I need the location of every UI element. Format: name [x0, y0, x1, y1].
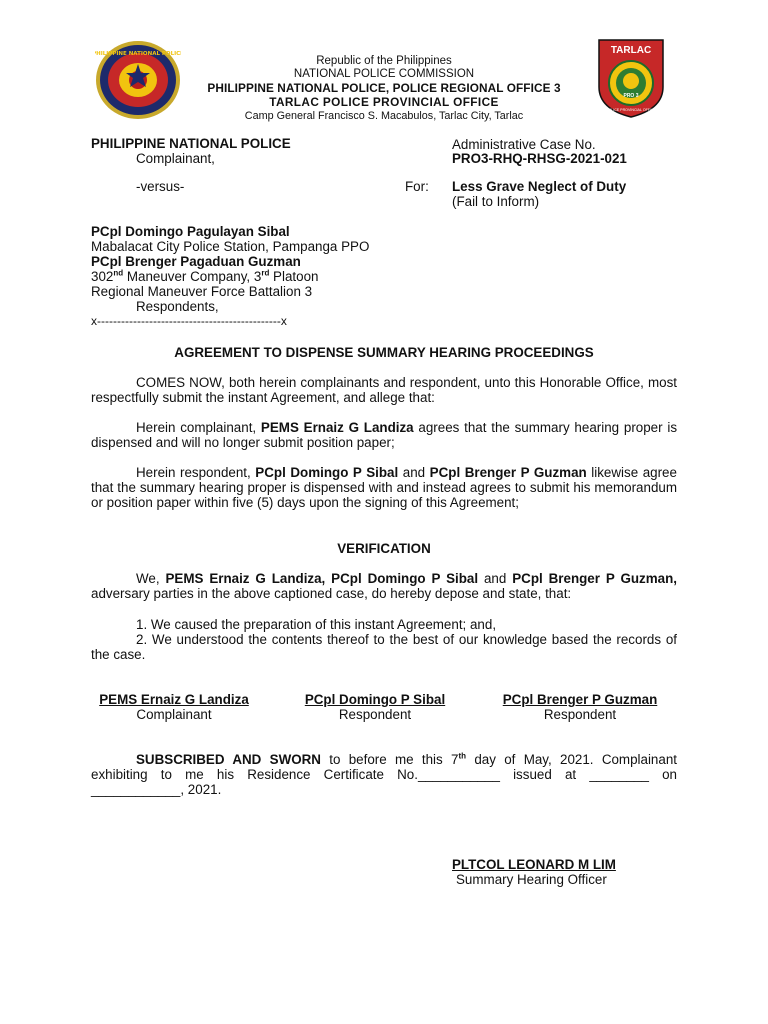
- document-title: AGREEMENT TO DISPENSE SUMMARY HEARING PROCEEDINGS: [174, 345, 594, 360]
- complainant-name: PHILIPPINE NATIONAL POLICE: [91, 136, 291, 151]
- signatory-complainant: [84, 692, 264, 723]
- pnp-pro3-line: PHILIPPINE NATIONAL POLICE, POLICE REGIONAL OFFICE 3: [207, 81, 561, 95]
- for-label: For:: [405, 179, 429, 194]
- verification-item-1: 1. We caused the preparation of this instant Agreement; and,: [136, 617, 497, 632]
- signatory-role: Respondent: [338, 707, 412, 722]
- svg-text:PRO 3: PRO 3: [623, 93, 639, 99]
- signatory-name: PCpl Brenger P Guzman: [502, 692, 658, 707]
- complainant-role: Complainant,: [136, 151, 215, 166]
- tppo-line: TARLAC POLICE PROVINCIAL OFFICE: [269, 95, 499, 109]
- verification-paragraph: We, PEMS Ernaiz G Landiza, PCpl Domingo P Sibal and PCpl Brenger P Guzman, adversary parties in the above captioned case, do hereby depose and state, that:: [91, 571, 677, 602]
- respondents-role: Respondents,: [136, 299, 219, 314]
- paragraph-respondent: Herein respondent, PCpl Domingo P Sibal and PCpl Brenger P Guzman likewise agree that the summary hearing proper is dispensed with and instead agrees to submit his memorandum or position paper within five (5) days upon the signing of this Agreement;: [91, 465, 677, 511]
- address-line: Camp General Francisco S. Macabulos, Tarlac City, Tarlac: [244, 110, 524, 122]
- napolcom-line: NATIONAL POLICE COMMISSION: [293, 68, 475, 80]
- svg-text:PHILIPPINE NATIONAL POLICE: PHILIPPINE NATIONAL POLICE: [95, 51, 181, 57]
- signatory-respondent-1: [285, 692, 465, 723]
- paragraph-comes-now: COMES NOW, both herein complainants and respondent, unto this Honorable Office, most respectfully submit the instant Agreement, and allege that:: [91, 375, 677, 406]
- signatory-role: Respondent: [543, 707, 617, 722]
- respondent2-unit-a: 302nd Maneuver Company, 3rd Platoon: [91, 268, 319, 284]
- signatory-name: PCpl Domingo P Sibal: [304, 692, 446, 707]
- paragraph-complainant: Herein complainant, PEMS Ernaiz G Landiza agrees that the summary hearing proper is dispensed and will no longer submit position paper;: [91, 420, 678, 451]
- svg-text:TARLAC: TARLAC: [610, 45, 652, 56]
- republic-line: Republic of the Philippines: [316, 55, 452, 67]
- tarlac-ppo-logo: [596, 37, 666, 119]
- verification-item-2: 2. We understood the contents thereof to the best of our knowledge based the records of the case.: [91, 632, 677, 663]
- respondent1-unit: Mabalacat City Police Station, Pampanga PPO: [91, 239, 370, 254]
- hearing-officer-block: [452, 857, 682, 888]
- officer-title: Summary Hearing Officer: [456, 872, 607, 887]
- officer-name: PLTCOL LEONARD M LIM: [452, 857, 616, 872]
- respondent2-unit-b: Regional Maneuver Force Battalion 3: [91, 284, 313, 299]
- case-label: Administrative Case No.: [452, 137, 596, 152]
- case-number: PRO3-RHQ-RHSG-2021-021: [452, 151, 627, 166]
- signatory-role: Complainant: [136, 707, 212, 722]
- signatory-name: PEMS Ernaiz G Landiza: [99, 692, 249, 707]
- offense-detail: (Fail to Inform): [452, 194, 540, 209]
- offense: Less Grave Neglect of Duty: [452, 179, 627, 194]
- svg-text:POLICE PROVINCIAL OFFICE: POLICE PROVINCIAL OFFICE: [606, 108, 656, 112]
- respondent1-name: PCpl Domingo Pagulayan Sibal: [91, 224, 290, 239]
- caption-divider: x----------------------------------------------x: [91, 314, 287, 328]
- letterhead: [170, 55, 598, 123]
- respondent2-name: PCpl Brenger Pagaduan Guzman: [91, 254, 301, 269]
- signatory-respondent-2: [490, 692, 670, 723]
- verification-title: VERIFICATION: [337, 541, 431, 556]
- jurat-paragraph: SUBSCRIBED AND SWORN to before me this 7th day of May, 2021. Complainant exhibiting to me his Residence Certificate No.___________ issued at ________ on ____________, 2021.: [91, 751, 677, 798]
- pnp-seal-logo: [95, 40, 181, 120]
- versus-label: -versus-: [136, 179, 185, 194]
